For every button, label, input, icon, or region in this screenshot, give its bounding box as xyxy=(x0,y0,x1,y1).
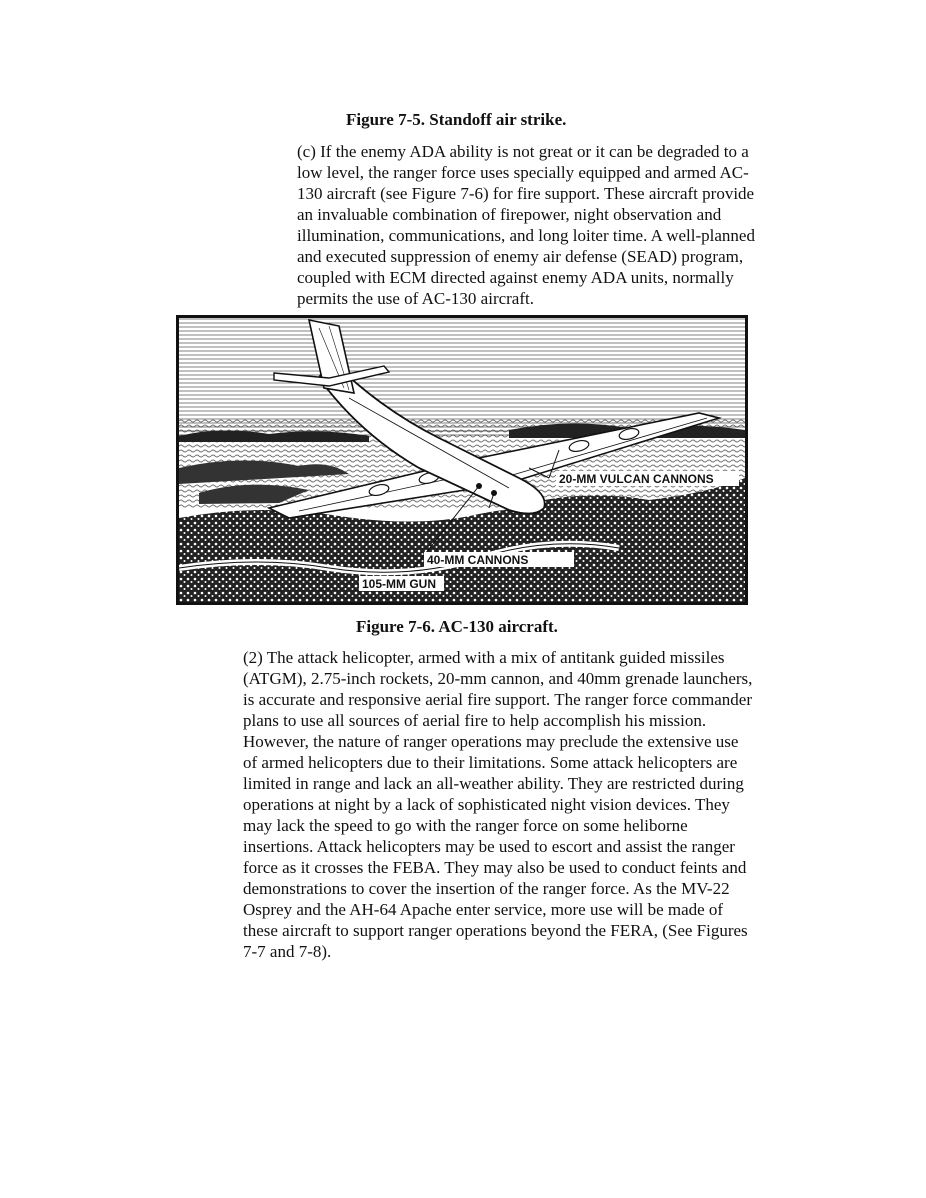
paragraph-2-line: these aircraft to support ranger operations beyond the FERA, (See Figures xyxy=(243,921,748,940)
paragraph-c-line: coupled with ECM directed against enemy ADA units, normally xyxy=(297,268,734,287)
figure-7-6-caption: Figure 7-6. AC-130 aircraft. xyxy=(356,617,558,636)
paragraph-2-line: limited in range and lack an all-weather ability. They are restricted during xyxy=(243,774,744,793)
ac-130-illustration xyxy=(176,315,748,605)
paragraph-2-line: However, the nature of ranger operations may preclude the extensive use xyxy=(243,732,739,751)
paragraph-2-line: 7-7 and 7-8). xyxy=(243,942,332,961)
paragraph-c-line: and executed suppression of enemy air defense (SEAD) program, xyxy=(297,247,744,266)
paragraph-2-line: (ATGM), 2.75-inch rockets, 20-mm cannon, and 40mm grenade launchers, xyxy=(243,669,753,688)
paragraph-c-line: an invaluable combination of firepower, night observation and xyxy=(297,205,722,224)
paragraph-2-line: insertions. Attack helicopters may be used to escort and assist the ranger xyxy=(243,837,735,856)
paragraph-2-line: of armed helicopters due to their limitations. Some attack helicopters are xyxy=(243,753,738,772)
paragraph-2-line: force as it crosses the FEBA. They may also be used to conduct feints and xyxy=(243,858,747,877)
paragraph-2-line: Osprey and the AH-64 Apache enter service, more use will be made of xyxy=(243,900,724,919)
paragraph-2 xyxy=(243,647,798,962)
paragraph-c-line: low level, the ranger force uses specially equipped and armed AC- xyxy=(297,163,749,182)
paragraph-2-line: operations at night by a lack of sophisticated night vision devices. They xyxy=(243,795,730,814)
paragraph-c xyxy=(297,141,797,309)
ac-130-drawing xyxy=(179,318,745,602)
paragraph-2-line: may lack the speed to go with the ranger force on some heliborne xyxy=(243,816,688,835)
paragraph-c-line: permits the use of AC-130 aircraft. xyxy=(297,289,534,308)
paragraph-2-line: plans to use all sources of aerial fire to help accomplish his mission. xyxy=(243,711,707,730)
figure-7-5-caption: Figure 7-5. Standoff air strike. xyxy=(346,110,567,129)
vulcan-cannons-label: 20-MM VULCAN CANNONS xyxy=(559,472,714,486)
paragraph-c-line: 130 aircraft (see Figure 7-6) for fire support. These aircraft provide xyxy=(297,184,755,203)
paragraph-2-line: demonstrations to cover the insertion of the ranger force. As the MV-22 xyxy=(243,879,730,898)
paragraph-2-line: is accurate and responsive aerial fire support. The ranger force commander xyxy=(243,690,752,709)
paragraph-c-line: (c) If the enemy ADA ability is not great or it can be degraded to a xyxy=(297,142,749,161)
paragraph-c-line: illumination, communications, and long loiter time. A well-planned xyxy=(297,226,755,245)
paragraph-2-line: (2) The attack helicopter, armed with a mix of antitank guided missiles xyxy=(243,648,725,667)
40mm-cannons-label: 40-MM CANNONS xyxy=(427,553,529,567)
105mm-gun-label: 105-MM GUN xyxy=(362,577,437,591)
